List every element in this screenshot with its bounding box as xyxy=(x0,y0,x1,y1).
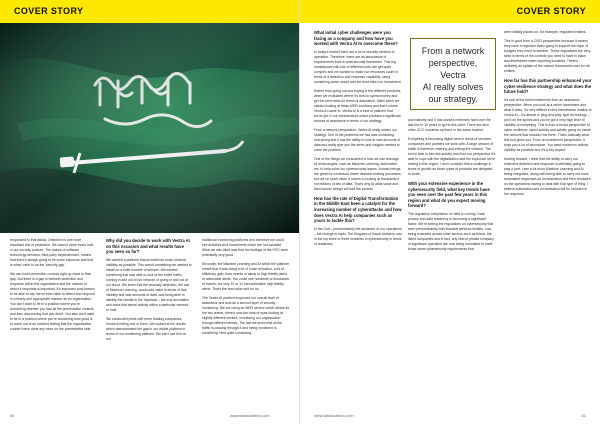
paragraph: The Vectra AI platform improves our overall level of assurance and acts as a second layer of security monitoring. We are using an MDR service which allows for the two teams; there's now two sets of eyes looking at slightly different vectors, monitoring our organisation through different lenses. The fact we know that all the traffic is passing through it and being monitored is something I find quite comforting. xyxy=(202,296,290,335)
paragraph: This is good from a CISO perspective because it means they have a regulator that's going to support the hope of budgets they need to achieve. These regulations are very strict in terms of the controls you need to have in place and timeframes when reporting incidents. There's definitely an uptake of the mature frameworks over for all entities. xyxy=(504,39,591,73)
question-heading: How far has this partnership enhanced your cyber-resilience strategy and what does the future hold? xyxy=(504,78,592,95)
paragraph: In the Gulf – predominantly the epicentre of our operations – the change is rapid. The Kingdom of Saudi Arabia is now in the top three or three countries in cybersecurity in terms of readiness xyxy=(314,226,402,246)
question-heading: How has the rate of Digital Transformation in the Middle East been a catalyst for the increasing number of cyberattacks and how does Vectra AI help companies such as yours to tackle this? xyxy=(314,195,402,224)
paragraph: were initially placed on, for example, regulated entities. xyxy=(504,30,587,34)
paragraph: It's one of the best investments from an assurance perspective. When you look at a return investment and what it does, it's very difficult to find investments relative to Vectra AI – it's almost a 'plug-and-play' type technology – put it on the spines and you've got a very high level of visibility of everything. This is from a broad perspective of cyber resilience, latent activity and activity going on inside the network that shouldn't be there. That's basically what this tool gives you. From an investment perspective, it buys you a lot of assurance. You need maximum activity visibility as possible and it's a key aspect. xyxy=(504,97,592,152)
right-column-1 xyxy=(314,30,402,251)
page-number: 60 xyxy=(10,413,15,418)
question-heading: What initial cyber challenges were you facing as a company and how have you worked with Vectra AI to overcome these? xyxy=(314,30,398,47)
section-tag: COVER STORY xyxy=(14,6,84,16)
paragraph: The regulatory compliance on data is coming. Data privacy and data residency is becoming a significant factor. We're seeing the regulations on cybersecurity that were predominantly with financial services entities, now being extended across other sectors such as telcos, the listed companies and in fact, any kind of private company of significant operation are now being mandated to meet those same cybersecurity requirements that xyxy=(408,211,494,251)
paragraph: traditional monitoring platforms and therefore we could see activities and movements which are not valuable. What we also liked was that the findings of the POC were potentially very good. xyxy=(202,238,289,257)
paragraph: We can build prevention controls right up close to that gap. But there is a gap in between detection and response within the organisation and the manner in which it responds is important. It's important post-breach to be able to say 'we've been able to detect and respond in a timely and appropriate manner as an organisation'. You don't want to be in a position where you're wondering whether you had all the preventative controls and then discovering that you didn't. You also don't want to be in a position where you're wondering how good is to come out of an incident feeling that the organisation couldn't have done any more on the preventative side. xyxy=(10,272,95,331)
website-footer: www.tahawultech.com xyxy=(314,413,354,418)
right-column-2 xyxy=(408,118,496,256)
left-column-2 xyxy=(106,238,192,346)
pull-quote-line: From a network xyxy=(421,46,485,56)
section-tag: COVER STORY xyxy=(516,6,586,16)
paragraph: Secondly, the Machine Learning and AI within the platform meant that it was doing a lot of noise reduction, a lot of efficiency gain, from events or alerts to high fidelity alerts or actionable alerts. You could see hundreds of thousands of events, but only 10 or 12 had actionable high fidelity alerts. That's the real value add for us. xyxy=(202,262,290,291)
paragraph: Rather than going out and buying a few different products, when we evaluated where it's best to spend money and get the best return in terms of assurance, that's when we started looking at these MDR solutions and that's where Vectra AI came in. Vectra AI is a kind of platform that we've got in our infrastructure which provides a significant amount of assurance in terms of our strategy. xyxy=(314,88,402,123)
page-number: 61 xyxy=(581,413,586,418)
right-column-3 xyxy=(504,30,592,201)
paragraph: We conducted pilots with three leading companies, Vectra AI being one of them. We looked at the results which demonstrated the gap in our visible platform in terms of our monitoring platform. We can't use this on our xyxy=(106,316,187,341)
paragraph: One of the things we considered is how we can leverage AI technologies, such as Machine Learning, automation etc, to help solve our cybersecurity issues. Human beings are great for contextual driven decision making processes, but not so much when it comes to looking at thousands if not millions of bits of data. That's why AI adds value and then human beings will add the context. xyxy=(314,156,402,191)
paragraph: We wanted a platform that provided as much network visibility as possible. This wasn't something we wanted to install on a finite number of servers. We wanted something that was able to look at the entire traffic coming in and out of our network or going in and out of our cloud. We knew that the anomaly detection, the use of Machine Learning, would add value in terms of that visibility and vast amounts of data, and being able to identify the needle in the haystack – the true anomalies and bona-fide lateral activity within a particular network or host. xyxy=(106,257,192,312)
left-column-1 xyxy=(10,238,96,336)
flag-illustration xyxy=(0,23,300,233)
pull-quote-line: our strategy. xyxy=(428,94,478,104)
pull-quote-line: AI really solves xyxy=(422,82,484,92)
pull-quote xyxy=(410,38,496,110)
website-footer: www.tahawultech.com xyxy=(230,413,270,418)
question-heading: With your extensive experience in the cybersecurity field, what key trends have you seen over the past few years in this region and what do you expect moving forward? xyxy=(408,181,490,209)
pull-quote-line: perspective, Vectra xyxy=(428,58,478,80)
paragraph: responded to that attack. Detection is one more important line of protection. We cannot close every hole in our security posture. The nature of software technology services, third-party dependencies, means that there's always going to be some exposure and that is what I refer to as the 'security gap'. xyxy=(10,238,94,267)
left-column-3 xyxy=(202,238,290,340)
paragraph: In today's market there are a lot of security vendors in operation. Therefore, there are an abundance of requirements from a cybersecurity framework. This big marketplace with lots of different tools can get quite complex and we wanted to make our resources count in terms of a detection and response capability, using something which would add the best return on investment. xyxy=(314,49,402,84)
paragraph: From a network perspective, Vectra AI really solves our strategy. One of the problems we had was monitoring everything and it has the ability to look at vast amounts of data and really give you the alerts and insights needed to solve the problem. xyxy=(314,127,401,152)
paragraph: Everything is becoming digital here in terms of services, companies and partners we work with. A large amount of traffic is therefore entering and exiting the network. The tool is able to see this activity and from our perspective it's able to cope with the digitalisation and the explosion we're seeing in this region. I don't consider that a challenge in terms of growth as those types of products are designed to scale. xyxy=(408,137,496,176)
hero-image-saudi-flag xyxy=(0,23,300,233)
paragraph: Moving forward, I think that the ability to carry out extended detection and response is definitely going to play a part. I see a lot more Machine Learning and AI being integrated, along with being able to carry out more automated responses as orchestration and then emulates on the operations having to deal with that type of thing. I believe automation and orchestration will be included in the response. xyxy=(504,156,591,196)
paragraph: and maturity and it has worked extremely hard over the last five to 10 years to get to this point. There are also other GCC countries up there in the same bracket. xyxy=(408,118,491,132)
question-heading: Why did you decide to work with Vectra AI on this occasion and what results have you seen so far? xyxy=(106,238,190,255)
